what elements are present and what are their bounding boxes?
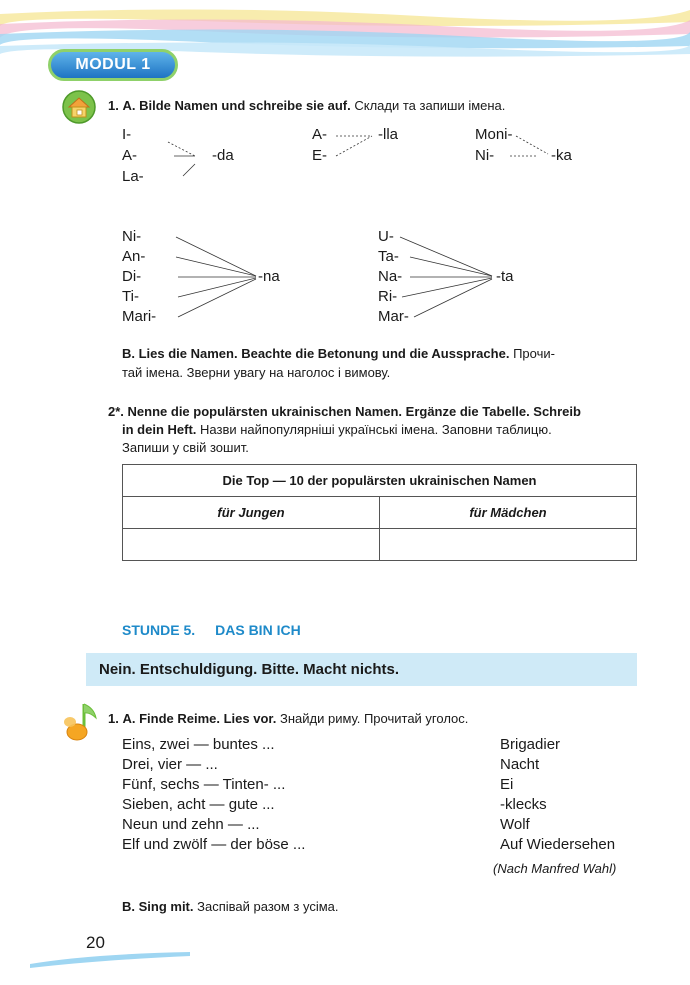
name-suffix: -lla (378, 126, 399, 143)
rhyme-word: Nacht (500, 756, 540, 773)
task2-line2-ua: Назви найпопулярніші українські імена. Заповни таблицю. (200, 422, 552, 437)
name-suffix: -na (258, 268, 280, 285)
name-prefix: I- (122, 126, 132, 143)
poem-credit: (Nach Manfred Wahl) (493, 861, 617, 876)
name-prefix: A- (312, 126, 327, 143)
name-prefix: U- (378, 228, 394, 245)
task1-heading (108, 96, 505, 115)
task2-line1-de: Nenne die populärsten ukrainischen Namen. Ergänze die Tabelle. Schreib (127, 404, 581, 419)
table-title: Die Top — 10 der populärsten ukrainischen Namen (123, 465, 637, 497)
rhyme-word: Ei (500, 776, 514, 793)
task3-number: 1. (108, 711, 119, 726)
task1-number: 1. (108, 98, 119, 113)
name-prefix: Ni- (475, 147, 495, 164)
name-suffix: -ka (551, 147, 572, 164)
lesson-title (122, 622, 301, 638)
name-prefix: Ri- (378, 288, 398, 305)
name-prefix: Ni- (122, 228, 142, 245)
house-icon (62, 90, 96, 124)
task1-heading-ua: Склади та запиши імена. (354, 98, 506, 113)
rhyme-word: -klecks (500, 796, 547, 813)
name-prefix: Ta- (378, 248, 399, 265)
task3-heading-de: A. Finde Reime. Lies vor. (122, 711, 277, 726)
name-prefix: Di- (122, 268, 142, 285)
poem-line: Fünf, sechs — Tinten- ... (122, 776, 286, 793)
name-prefix: Moni- (475, 126, 513, 143)
rhyme-word: Wolf (500, 816, 530, 833)
poem-line: Neun und zehn — ... (122, 816, 260, 833)
table-cell-boys (123, 529, 380, 561)
rhyme-word: Brigadier (500, 736, 561, 753)
task2-line3: Запиши у свій зошит. (122, 440, 249, 455)
task1-part-b (122, 344, 555, 363)
task3-part-b-de: B. Sing mit. (122, 899, 194, 914)
poem-line: Eins, zwei — buntes ... (122, 736, 275, 753)
name-suffix: -ta (496, 268, 514, 285)
task3-part-b-ua: Заспівай разом з усіма. (197, 899, 339, 914)
footer-wave (30, 950, 190, 968)
task3-heading-ua: Знайди риму. Прочитай уголос. (279, 711, 469, 726)
task1-heading-de: A. Bilde Namen und schreibe sie auf. (122, 98, 351, 113)
music-note-icon (60, 700, 102, 744)
name-prefix: Ti- (122, 288, 139, 305)
name-prefix: Mari- (122, 308, 157, 325)
task3-part-b (122, 897, 339, 916)
name-prefix: A- (122, 147, 137, 164)
phrase-bar: Nein. Entschuldigung. Bitte. Macht nichts. (86, 653, 637, 686)
module-badge: MODUL 1 (48, 49, 178, 81)
table-header-girls: für Mädchen (380, 497, 637, 529)
name-prefix: La- (122, 168, 144, 185)
task2-line2 (122, 420, 552, 439)
name-prefix: Na- (378, 268, 403, 285)
name-suffix: -da (212, 147, 234, 164)
task1-part-b-ua: Прочи- (513, 346, 555, 361)
lesson-name: DAS BIN ICH (215, 622, 301, 638)
task1-part-b-ua-continued: тай імена. Зверни увагу на наголос і вимову. (122, 365, 391, 380)
task2-line1 (108, 402, 581, 421)
task3-heading (108, 709, 468, 728)
name-prefix: An- (122, 248, 146, 265)
name-prefix: Mar- (378, 308, 409, 325)
name-prefix: E- (312, 147, 327, 164)
poem-line: Drei, vier — ... (122, 756, 218, 773)
page-number: 20 (86, 933, 105, 952)
lesson-number: STUNDE 5. (122, 622, 196, 638)
table-header-boys: für Jungen (123, 497, 380, 529)
task2-line2-de: in dein Heft. (122, 422, 197, 437)
poem-line: Sieben, acht — gute ... (122, 796, 275, 813)
rhyme-word: Auf Wiedersehen (500, 836, 616, 853)
table-cell-girls (380, 529, 637, 561)
popular-names-table (122, 464, 637, 561)
task1-part-b-de: B. Lies die Namen. Beachte die Betonung und die Aussprache. (122, 346, 510, 361)
task2-number: 2*. (108, 404, 124, 419)
poem-line: Elf und zwölf — der böse ... (122, 836, 306, 853)
